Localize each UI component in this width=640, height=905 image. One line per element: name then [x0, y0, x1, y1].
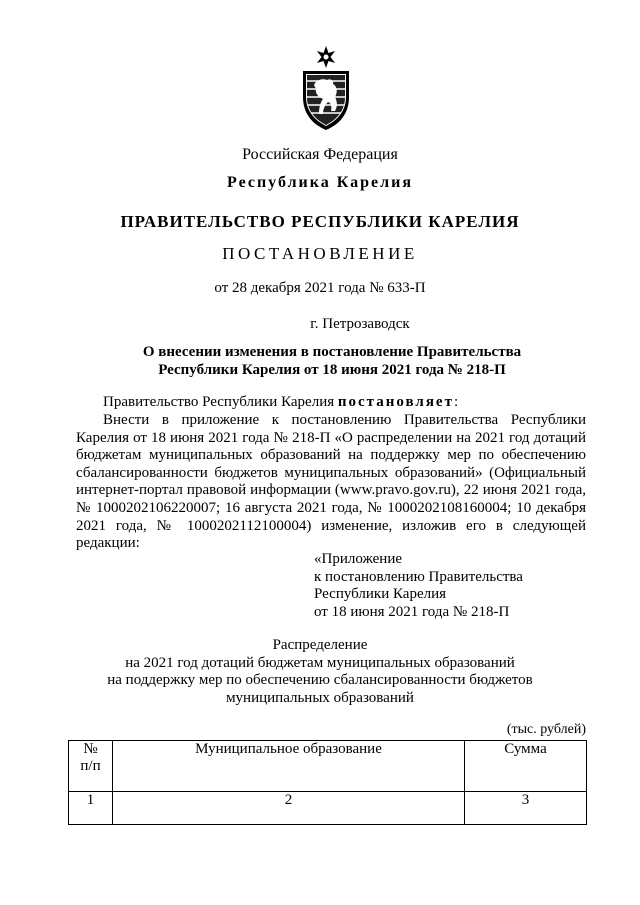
appendix-line-2: к постановлению Правительства: [314, 568, 523, 585]
distribution-table: [68, 740, 587, 825]
header-cell-number: [69, 741, 113, 792]
subject-line-1: О внесении изменения в постановление Правительства: [142, 344, 522, 360]
appendix-header: [314, 551, 523, 621]
header-cell-municipality: Муниципальное образование: [113, 741, 465, 792]
republic-name: Республика Карелия: [227, 174, 413, 191]
header-cell-amount: Сумма: [465, 741, 587, 792]
distribution-title-block: [0, 637, 640, 707]
resolution-intro: [76, 394, 586, 412]
resolution-body-paragraph: Внести в приложение к постановлению Правительства Республики Карелия от 18 июня 2021 года № 218-П «О распределении на 2021 год дотаций бюджетам муниципальных образований на поддержку мер по обеспечению сбалансированности бюджетов муниципальных образований» (Официальный интернет-портал правовой информации (www.pravo.gov.ru), 22 июня 2021 года, № 1000202106220007; 16 августа 2021 года, № 1000202108160004; 10 декабря 2021 года, № 1000202112100004) изменение, изложив его в следующей редакции:: [76, 412, 586, 552]
column-number-cell: 1: [69, 792, 113, 825]
resolution-intro-text: Правительство Республики Карелия: [103, 394, 338, 410]
city-name: г. Петрозаводск: [310, 316, 410, 332]
table-header-row: [69, 741, 587, 792]
table-row: [69, 792, 587, 825]
resolution-colon: :: [453, 394, 459, 410]
header-number-pp: п/п: [80, 758, 101, 774]
document-type: ПОСТАНОВЛЕНИЕ: [222, 244, 418, 263]
decree-subject: [12, 343, 640, 379]
government-title: ПРАВИТЕЛЬСТВО РЕСПУБЛИКИ КАРЕЛИЯ: [120, 212, 520, 231]
subject-line-2: Республики Карелия от 18 июня 2021 года № 218-П: [158, 362, 506, 378]
resolution-verb: постановляет: [337, 394, 454, 410]
country-name: Российская Федерация: [242, 146, 398, 163]
appendix-line-4: от 18 июня 2021 года № 218-П: [314, 603, 510, 620]
column-number-cell: 3: [465, 792, 587, 825]
header-number-sign: №: [83, 741, 98, 757]
distribution-line-3: муниципальных образований: [226, 689, 414, 706]
star-icon: [317, 46, 335, 68]
distribution-line-1: на 2021 год дотаций бюджетам муниципальных образований: [125, 654, 515, 671]
distribution-line-2: на поддержку мер по обеспечению сбалансированности бюджетов: [107, 672, 533, 689]
appendix-line-1: «Приложение: [314, 551, 403, 567]
decree-date-number: от 28 декабря 2021 года № 633-П: [214, 280, 426, 296]
units-label: (тыс. рублей): [506, 722, 586, 737]
appendix-line-3: Республики Карелия: [314, 586, 447, 603]
distribution-title: Распределение: [272, 637, 368, 653]
column-number-cell: 2: [113, 792, 465, 825]
karelia-coat-of-arms-emblem: [300, 45, 352, 131]
